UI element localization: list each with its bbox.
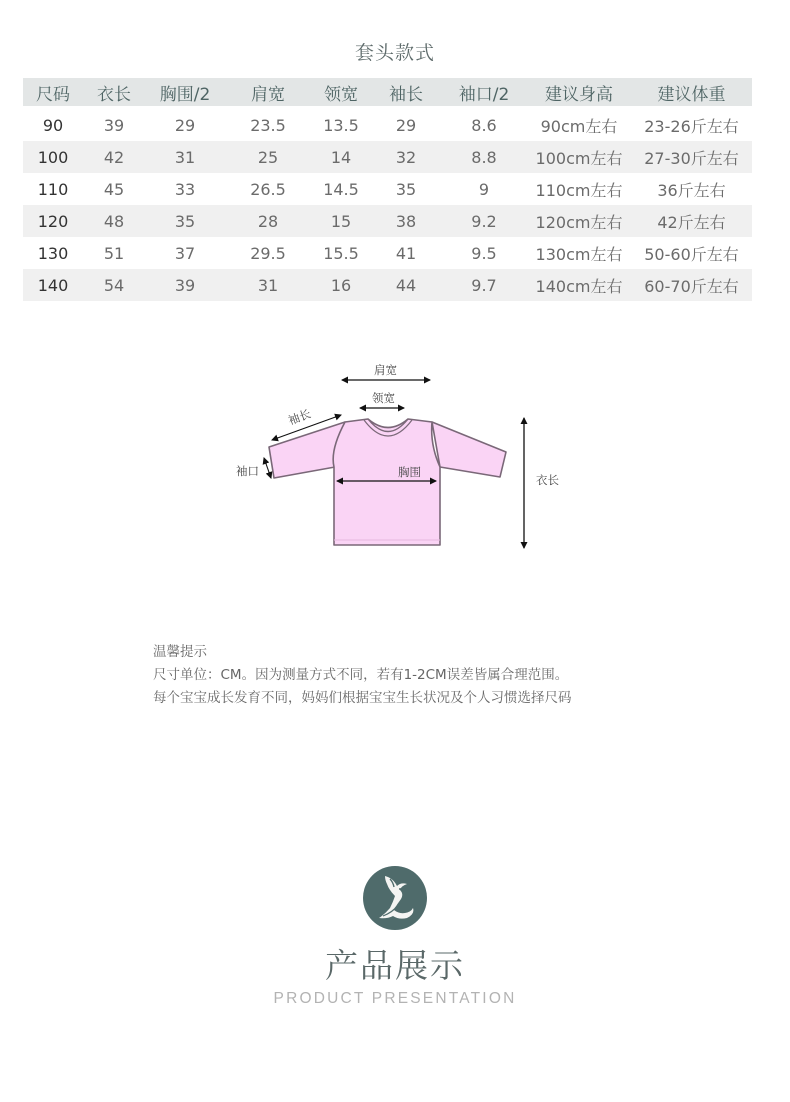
cell-cuff: 8.8 [471, 147, 497, 167]
cell-height: 120cm左右 [535, 212, 623, 232]
cell-sleeve: 35 [395, 179, 417, 199]
cell-sleeve: 44 [395, 275, 417, 295]
table-row [23, 237, 752, 269]
cell-length: 48 [103, 211, 125, 231]
cell-height: 100cm左右 [535, 148, 623, 168]
cell-chest: 29 [174, 115, 196, 135]
size-table [23, 78, 752, 301]
header-cell-size: 尺码 [36, 84, 70, 105]
header-cell-sleeve: 袖长 [389, 84, 423, 105]
cell-cuff: 9.2 [471, 211, 497, 231]
cell-weight: 50-60斤左右 [644, 244, 739, 264]
cell-neck: 16 [330, 275, 352, 295]
label-cuff: 袖口 [236, 464, 259, 478]
cell-length: 39 [103, 115, 125, 135]
cell-cuff: 9 [478, 179, 490, 199]
cell-shoulder: 23.5 [250, 115, 286, 135]
sweater-illustration [220, 350, 580, 560]
cell-length: 51 [103, 243, 125, 263]
cell-size: 130 [37, 243, 69, 263]
cell-size: 90 [42, 115, 64, 135]
cell-size: 140 [37, 275, 69, 295]
cell-size: 120 [37, 211, 69, 231]
cell-shoulder: 28 [257, 211, 279, 231]
cell-shoulder: 25 [257, 147, 279, 167]
cell-size: 110 [37, 179, 69, 199]
tips-section [153, 641, 572, 710]
section-title: 套头款式 [354, 42, 435, 64]
header-cell-chest: 胸围/2 [159, 84, 211, 105]
label-chest: 胸围 [398, 465, 421, 479]
product-section-subtitle: PRODUCT PRESENTATION [273, 990, 517, 1007]
table-row [23, 109, 752, 141]
cell-chest: 33 [174, 179, 196, 199]
product-section-title: 产品展示 [325, 946, 465, 985]
header-cell-height: 建议身高 [545, 84, 613, 105]
cell-shoulder: 31 [257, 275, 279, 295]
table-row [23, 141, 752, 173]
cell-neck: 14 [330, 147, 352, 167]
cell-weight: 27-30斤左右 [644, 148, 739, 168]
label-shoulder-width: 肩宽 [374, 363, 397, 377]
cell-weight: 23-26斤左右 [644, 116, 739, 136]
label-neck-width: 领宽 [372, 391, 395, 405]
cell-neck: 15 [330, 211, 352, 231]
cell-weight: 36斤左右 [657, 180, 726, 200]
cell-sleeve: 32 [395, 147, 417, 167]
header-cell-length: 衣长 [97, 84, 131, 105]
cell-cuff: 9.7 [471, 275, 497, 295]
cell-neck: 15.5 [323, 243, 359, 263]
sweater-measurement-diagram [220, 350, 580, 560]
header-cell-neck: 领宽 [324, 84, 358, 105]
table-header-row [23, 78, 752, 106]
cell-weight: 60-70斤左右 [644, 276, 739, 296]
cell-length: 54 [103, 275, 125, 295]
cell-weight: 42斤左右 [657, 212, 726, 232]
cell-height: 110cm左右 [535, 180, 623, 200]
tips-line-2: 每个宝宝成长发育不同，妈妈们根据宝宝生长状况及个人习惯选择尺码 [153, 690, 572, 706]
cell-neck: 14.5 [323, 179, 359, 199]
tips-title: 温馨提示 [153, 644, 207, 660]
cell-chest: 37 [174, 243, 196, 263]
table-row [23, 269, 752, 301]
tips-line-1: 尺寸单位：CM。因为测量方式不同，若有1-2CM误差皆属合理范围。 [153, 667, 569, 683]
cell-shoulder: 26.5 [250, 179, 286, 199]
cell-sleeve: 29 [395, 115, 417, 135]
table-row [23, 173, 752, 205]
cell-cuff: 8.6 [471, 115, 497, 135]
header-cell-cuff: 袖口/2 [458, 84, 510, 105]
table-row [23, 205, 752, 237]
header-cell-shoulder: 肩宽 [251, 84, 285, 105]
cell-size: 100 [37, 147, 69, 167]
cell-length: 42 [103, 147, 125, 167]
label-body-length: 衣长 [536, 473, 559, 487]
cell-chest: 31 [174, 147, 196, 167]
cell-neck: 13.5 [323, 115, 359, 135]
cell-height: 130cm左右 [535, 244, 623, 264]
header-cell-weight: 建议体重 [657, 84, 726, 105]
cell-chest: 35 [174, 211, 196, 231]
label-sleeve-length: 袖长 [286, 406, 313, 428]
cell-height: 90cm左右 [540, 116, 618, 136]
cell-length: 45 [103, 179, 125, 199]
cell-shoulder: 29.5 [250, 243, 286, 263]
cell-sleeve: 38 [395, 211, 417, 231]
cell-sleeve: 41 [395, 243, 417, 263]
rabbit-logo-icon [363, 866, 427, 930]
cell-height: 140cm左右 [535, 276, 623, 296]
cell-chest: 39 [174, 275, 196, 295]
cell-cuff: 9.5 [471, 243, 497, 263]
cuff-arrow [264, 458, 271, 478]
